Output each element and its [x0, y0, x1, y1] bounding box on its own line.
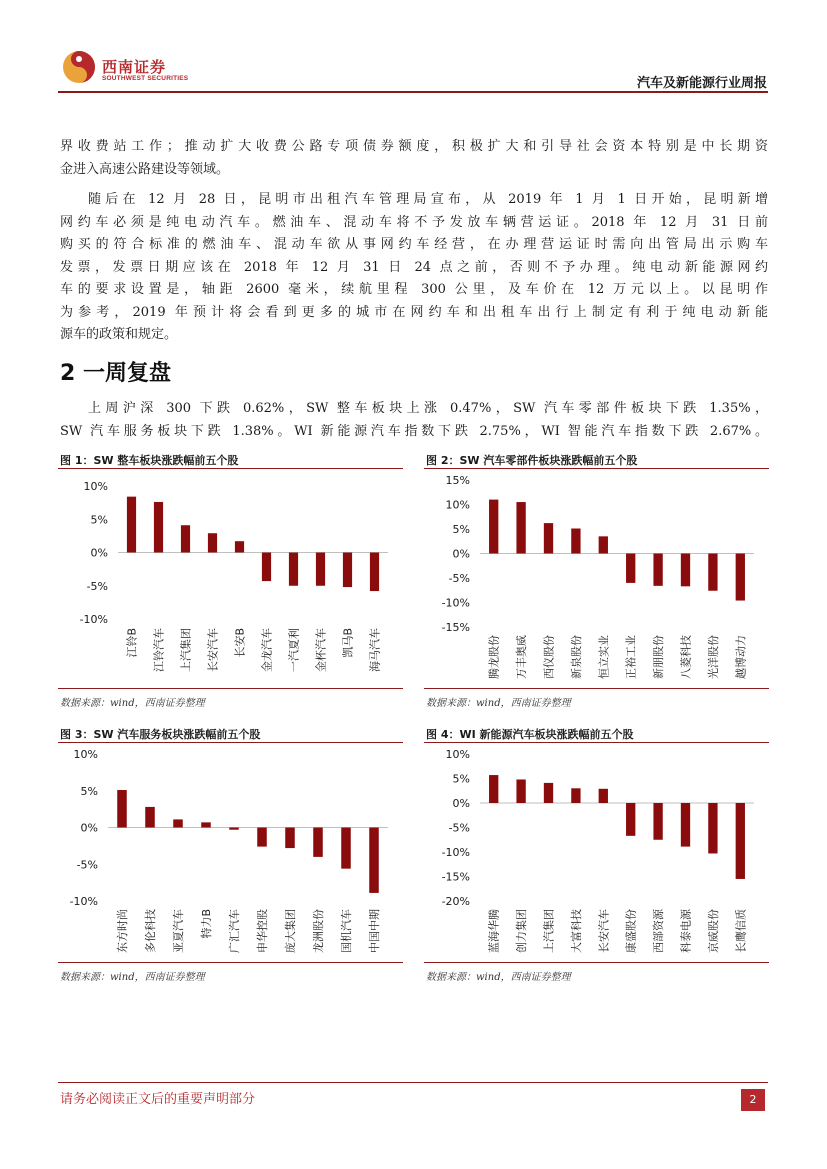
figure-3-title: 图 3：SW 汽车服务板块涨跌幅前五个股	[60, 728, 261, 741]
page-header	[0, 0, 827, 100]
category-label: 万丰奥威	[515, 635, 529, 679]
y-tick-label: 10%	[83, 480, 108, 493]
paragraph-line: 网约车必须是纯电动汽车。燃油车、混动车将不予发放车辆营运证。2018 年 12 月 31 日前	[60, 214, 768, 230]
figure-3-source: 数据来源：wind，西南证券整理	[60, 972, 205, 983]
category-label: 中国中期	[368, 909, 381, 953]
category-label: 越博动力	[734, 635, 748, 679]
y-tick-label: 5%	[452, 523, 470, 536]
figure-4-top-rule	[424, 742, 769, 743]
category-label: 光洋股份	[706, 635, 720, 679]
bar-光洋股份	[708, 554, 717, 591]
figure-4-chart	[424, 744, 769, 962]
y-tick-label: -5%	[76, 858, 98, 872]
paragraph-line: 车的要求设置是，轴距 2600 毫米，续航里程 300 公里，及车价在 12 万元以上。以昆明作	[60, 282, 768, 297]
paragraph-line: 源车的政策和规定。	[60, 327, 178, 342]
paragraph-3	[60, 398, 768, 443]
header-divider	[58, 91, 768, 93]
footer-divider	[58, 1082, 768, 1083]
paragraph-line: 发票，发票日期应该在 2018 年 12 月 31 日 24 点之前，否则不予办理。纯电动新能源网约	[60, 259, 768, 275]
figure-1-source: 数据来源：wind，西南证券整理	[60, 698, 205, 709]
logo-subtext: SOUTHWEST SECURITIES	[102, 75, 189, 82]
category-label: 龙洲股份	[312, 909, 325, 953]
y-tick-label: 0%	[452, 547, 470, 561]
category-label: 长鹰信质	[734, 909, 748, 953]
bar-西仪股份	[544, 523, 553, 553]
y-tick-label: 5%	[80, 784, 98, 798]
category-label: 大富科技	[569, 909, 583, 953]
logo-icon	[62, 50, 96, 84]
y-tick-label: -10%	[441, 596, 470, 610]
bar-大富科技	[571, 788, 580, 803]
bar-江铃B	[127, 497, 136, 553]
y-tick-label: -5%	[448, 572, 470, 585]
bar-蓝海华腾	[489, 775, 498, 803]
paragraph-line: 为参考，2019 年预计将会看到更多的城市在网约车和出租车出行上制定有利于纯电动新能	[60, 304, 768, 320]
bar-八菱科技	[681, 554, 690, 587]
category-label: 恒立实业	[597, 635, 611, 679]
bar-金杯汽车	[316, 553, 325, 586]
bar-科泰电源	[681, 803, 690, 847]
category-label: 特力B	[200, 909, 213, 939]
figure-1-chart	[58, 470, 403, 688]
category-label: 亚夏汽车	[172, 909, 185, 953]
section-title: 2 一周复盘	[60, 361, 171, 386]
y-tick-label: 15%	[445, 474, 470, 487]
y-tick-label: 0%	[90, 546, 108, 560]
bar-海马汽车	[370, 553, 379, 592]
bar-申华控股	[257, 828, 267, 847]
bar-上汽集团	[544, 783, 553, 803]
bar-庞大集团	[285, 828, 295, 849]
y-tick-label: -5%	[86, 579, 108, 593]
y-tick-label: -20%	[441, 895, 470, 908]
category-label: 凯马B	[341, 628, 355, 658]
bar-东方时尚	[117, 790, 127, 827]
category-label: 八菱科技	[679, 635, 693, 679]
category-label: 西部资源	[652, 909, 666, 953]
paragraph-line: 购买的符合标准的燃油车、混动车欲从事网约车经营，在办理营运证时需向出管局出示购车	[60, 237, 768, 252]
bar-创力集团	[516, 779, 525, 803]
category-label: 申华控股	[256, 909, 269, 953]
bar-广汇汽车	[229, 828, 239, 830]
bar-正裕工业	[626, 554, 635, 583]
category-label: 东方时尚	[116, 909, 129, 953]
y-tick-label: 5%	[452, 772, 470, 786]
y-tick-label: -5%	[448, 821, 470, 835]
bar-康盛股份	[626, 803, 635, 836]
figure-3-chart	[58, 744, 403, 962]
bar-长安B	[235, 541, 244, 552]
y-tick-label: -15%	[441, 870, 470, 884]
bar-金龙汽车	[262, 553, 271, 582]
y-tick-label: 5%	[90, 513, 108, 527]
figure-1-top-rule	[58, 468, 403, 469]
y-tick-label: 10%	[445, 748, 470, 761]
bar-凯马B	[343, 553, 352, 588]
bar-国机汽车	[341, 828, 351, 869]
category-label: 一汽夏利	[287, 628, 301, 672]
figure-4-bottom-rule	[424, 962, 769, 963]
category-label: 广汇汽车	[228, 909, 241, 953]
bar-亚夏汽车	[173, 819, 183, 827]
paragraph-2	[60, 189, 768, 347]
category-label: 上汽集团	[542, 909, 556, 953]
bar-长安汽车	[599, 789, 608, 803]
figure-1-bottom-rule	[58, 688, 403, 689]
bar-多伦科技	[145, 807, 155, 828]
figure-4-title: 图 4：WI 新能源汽车板块涨跌幅前五个股	[426, 728, 634, 741]
bar-江铃汽车	[154, 502, 163, 553]
bar-中国中期	[369, 828, 379, 893]
category-label: 科泰电源	[679, 909, 693, 953]
bar-新泉股份	[571, 529, 580, 554]
category-label: 江铃B	[125, 628, 139, 658]
category-label: 金龙汽车	[260, 628, 274, 672]
bar-一汽夏利	[289, 553, 298, 586]
category-label: 创力集团	[515, 909, 529, 953]
paragraph-line: 界收费站工作；推动扩大收费公路专项债券额度，积极扩大和引导社会资本特别是中长期资	[60, 139, 768, 154]
bar-越博动力	[736, 554, 745, 601]
bar-长鹰信质	[736, 803, 745, 879]
bar-万丰奥威	[516, 502, 525, 553]
bar-西部资源	[653, 803, 662, 840]
y-tick-label: -15%	[441, 621, 470, 634]
figure-2-chart	[424, 470, 769, 688]
figure-2-source: 数据来源：wind，西南证券整理	[426, 698, 571, 709]
bar-特力B	[201, 822, 211, 827]
category-label: 蓝海华腾	[487, 909, 501, 953]
category-label: 上汽集团	[179, 628, 193, 672]
figure-3-top-rule	[58, 742, 403, 743]
footer-disclaimer: 请务必阅读正文后的重要声明部分	[60, 1092, 256, 1107]
bar-恒立实业	[599, 536, 608, 553]
logo-text: 西南证券	[102, 58, 167, 76]
figure-2-bottom-rule	[424, 688, 769, 689]
y-tick-label: -10%	[79, 613, 108, 626]
bar-腾龙股份	[489, 500, 498, 554]
category-label: 新泉股份	[569, 635, 583, 679]
category-label: 金杯汽车	[314, 628, 328, 672]
category-label: 国机汽车	[340, 909, 353, 953]
y-tick-label: 10%	[73, 748, 98, 761]
bar-长安汽车	[208, 533, 217, 552]
paragraph-line: 上周沪深 300 下跌 0.62%，SW 整车板块上涨 0.47%，SW 汽车零部件板块下跌 1.35%，	[88, 401, 768, 416]
y-tick-label: -10%	[69, 895, 98, 908]
bar-龙洲股份	[313, 828, 323, 857]
y-tick-label: 0%	[80, 821, 98, 835]
y-tick-label: 0%	[452, 797, 470, 810]
category-label: 长安汽车	[206, 628, 220, 672]
paragraph-line: 金进入高速公路建设等领域。	[60, 161, 230, 177]
category-label: 康盛股份	[624, 909, 638, 953]
category-label: 海马汽车	[368, 628, 382, 672]
bar-京威股份	[708, 803, 717, 853]
paragraph-1	[60, 136, 768, 181]
category-label: 长安汽车	[597, 909, 611, 953]
category-label: 长安B	[233, 628, 247, 658]
category-label: 西仪股份	[542, 635, 556, 679]
category-label: 庞大集团	[284, 909, 297, 953]
category-label: 江铃汽车	[152, 628, 166, 672]
category-label: 正裕工业	[624, 635, 638, 679]
bar-新朋股份	[653, 554, 662, 586]
bar-上汽集团	[181, 525, 190, 552]
paragraph-line: 随后在 12 月 28 日，昆明市出租汽车管理局宣布，从 2019 年 1 月 1 日开始，昆明新增	[88, 192, 768, 207]
y-tick-label: 10%	[445, 498, 470, 512]
category-label: 新朋股份	[652, 635, 666, 679]
figure-4-source: 数据来源：wind，西南证券整理	[426, 972, 571, 983]
y-tick-label: -10%	[441, 846, 470, 859]
page-number: 2	[741, 1089, 765, 1111]
figure-1-title: 图 1：SW 整车板块涨跌幅前五个股	[60, 454, 239, 467]
category-label: 腾龙股份	[487, 635, 501, 679]
figure-3-bottom-rule	[58, 962, 403, 963]
paragraph-line: SW 汽车服务板块下跌 1.38%。WI 新能源汽车指数下跌 2.75%，WI 智能汽车指数下跌 2.67%。	[60, 423, 768, 439]
figure-2-top-rule	[424, 468, 769, 469]
figure-2-title: 图 2：SW 汽车零部件板块涨跌幅前五个股	[426, 454, 638, 467]
category-label: 多伦科技	[144, 909, 157, 953]
report-title: 汽车及新能源行业周报	[636, 76, 767, 91]
category-label: 京威股份	[706, 909, 720, 953]
